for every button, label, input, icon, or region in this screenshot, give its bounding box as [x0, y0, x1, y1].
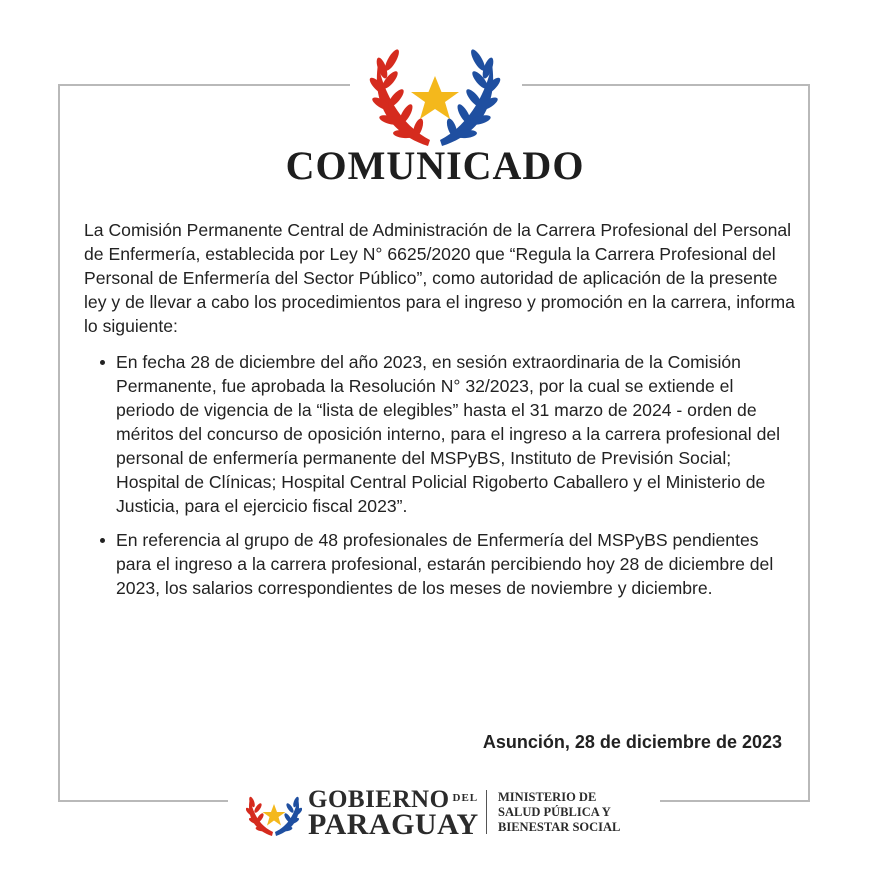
intro-paragraph: La Comisión Permanente Central de Administración de la Carrera Profesional del Personal de Enfermería, establecida por Ley N° 6625/2020 que “Regula la Carrera Profesional del Personal de Enfermería del Sector Público”, como autoridad de aplicación de la presente ley y de llevar a cabo los procedimientos para el ingreso y promoción en la carrera, informa lo siguiente:	[84, 220, 795, 336]
date-line: Asunción, 28 de diciembre de 2023	[482, 732, 782, 752]
bullet-list	[84, 350, 796, 600]
ministry-label: MINISTERIO DE SALUD PÚBLICA Y BIENESTAR SOCIAL	[498, 790, 621, 834]
footer-logo	[246, 784, 666, 840]
del-label: DEL	[452, 792, 479, 804]
paraguay-star-wreath-icon	[368, 34, 502, 152]
list-item: En fecha 28 de diciembre del año 2023, en sesión extraordinaria de la Comisión Permanente, fue aprobada la Resolución N° 32/2023, por la cual se extiende el periodo de vigencia de la “lista de elegibles” hasta el 31 marzo de 2024 - orden de méritos del concurso de oposición interno, para el ingreso a la carrera profesional del personal de enfermería permanente del MSPyBS, Instituto de Previsión Social; Hospital de Clínicas; Hospital Central Policial Rigoberto Caballero y el Ministerio de Justicia, para el ejercicio fiscal 2023”.	[84, 350, 796, 518]
gobierno-label: GOBIERNO $^{DEL}$	[308, 786, 479, 813]
footer-divider	[486, 790, 487, 834]
list-item: En referencia al grupo de 48 profesionales de Enfermería del MSPyBS pendientes para el ingreso a la carrera profesional, estarán percibiendo hoy 28 de diciembre del 2023, los salarios correspondientes de los meses de noviembre y diciembre.	[84, 528, 796, 600]
paraguay-star-wreath-icon	[246, 786, 302, 838]
page-title: COMUNICADO	[285, 143, 585, 188]
paraguay-label: PARAGUAY	[308, 808, 479, 841]
document-body	[84, 218, 796, 610]
